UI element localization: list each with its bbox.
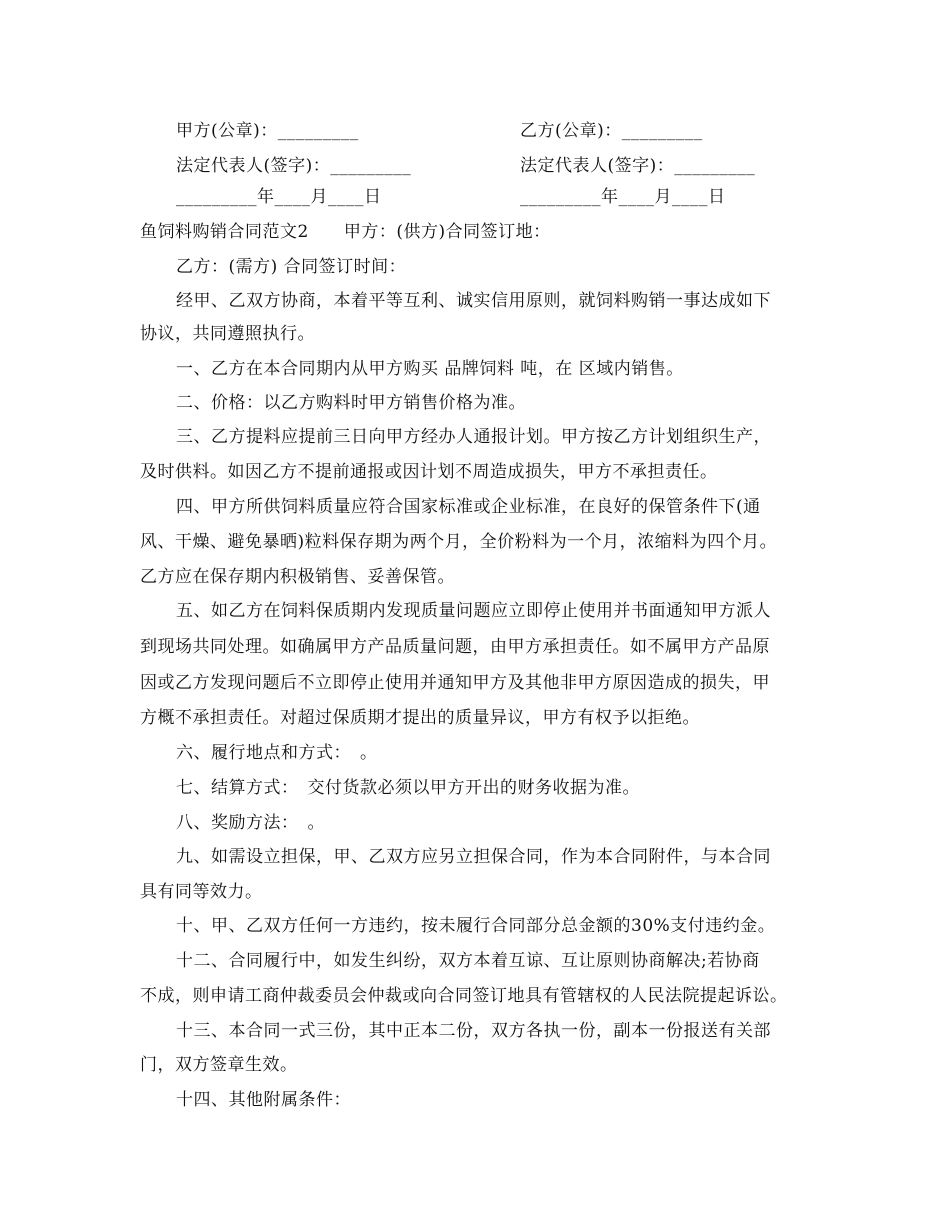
party-a-date: _________年____月____日 bbox=[176, 187, 382, 207]
clause-7: 七、结算方式： 交付货款必须以甲方开出的财务收据为准。 bbox=[176, 778, 640, 798]
contract-title-line: 鱼饲料购销合同范文2 甲方：(供方)合同签订地： bbox=[140, 222, 551, 242]
clause-5-line-2: 到现场共同处理。如确属甲方产品质量问题，由甲方承担责任。如不属甲方产品原 bbox=[140, 637, 770, 657]
clause-2: 二、价格：以乙方购料时甲方销售价格为准。 bbox=[176, 393, 526, 413]
clause-5-line-1: 五、如乙方在饲料保质期内发现质量问题应立即停止使用并书面通知甲方派人 bbox=[176, 601, 771, 621]
clause-4-line-1: 四、甲方所供饲料质量应符合国家标准或企业标准，在良好的保管条件下(通 bbox=[176, 497, 761, 517]
party-b-representative: 法定代表人(签字)：_________ bbox=[520, 156, 756, 176]
intro-paragraph-line-1: 经甲、乙双方协商，本着平等互利、诚实信用原则，就饲料购销一事达成如下 bbox=[176, 291, 771, 311]
clause-8: 八、奖励方法： 。 bbox=[176, 813, 325, 833]
clause-1: 一、乙方在本合同期内从甲方购买 品牌饲料 吨，在 区域内销售。 bbox=[176, 359, 684, 379]
clause-4-line-2: 风、干燥、避免暴晒)粒料保存期为两个月，全价粉料为一个月，浓缩料为四个月。 bbox=[140, 532, 778, 552]
clause-10: 十、甲、乙双方任何一方违约，按未履行合同部分总金额的30%支付违约金。 bbox=[176, 916, 776, 936]
clause-3-line-1: 三、乙方提料应提前三日向甲方经办人通报计划。甲方按乙方计划组织生产， bbox=[176, 427, 771, 447]
clause-3-line-2: 及时供料。如因乙方不提前通报或因计划不周造成损失，甲方不承担责任。 bbox=[140, 462, 718, 482]
clause-14: 十四、其他附属条件： bbox=[176, 1090, 351, 1110]
clause-4-line-3: 乙方应在保存期内积极销售、妥善保管。 bbox=[140, 567, 455, 587]
party-b-seal: 乙方(公章)：_________ bbox=[520, 121, 703, 141]
clause-9-line-1: 九、如需设立担保，甲、乙双方应另立担保合同，作为本合同附件，与本合同 bbox=[176, 847, 771, 867]
party-b-line: 乙方：(需方) 合同签订时间： bbox=[176, 257, 407, 277]
party-b-date: _________年____月____日 bbox=[520, 187, 726, 207]
clause-9-line-2: 具有同等效力。 bbox=[140, 882, 263, 902]
clause-13-line-1: 十三、本合同一式三份，其中正本二份，双方各执一份，副本一份报送有关部 bbox=[176, 1021, 771, 1041]
clause-6: 六、履行地点和方式： 。 bbox=[176, 743, 378, 763]
party-a-seal: 甲方(公章)：_________ bbox=[176, 121, 359, 141]
intro-paragraph-line-2: 协议，共同遵照执行。 bbox=[140, 324, 315, 344]
clause-12-line-1: 十二、合同履行中，如发生纠纷，双方本着互谅、互让原则协商解决;若协商 bbox=[176, 951, 760, 971]
clause-5-line-3: 因或乙方发现问题后不立即停止使用并通知甲方及其他非甲方原因造成的损失，甲 bbox=[140, 673, 770, 693]
clause-5-line-4: 方概不承担责任。对超过保质期才提出的质量异议，甲方有权予以拒绝。 bbox=[140, 708, 700, 728]
party-a-representative: 法定代表人(签字)：_________ bbox=[176, 156, 412, 176]
clause-12-line-2: 不成，则申请工商仲裁委员会仲裁或向合同签订地具有管辖权的人民法院提起诉讼。 bbox=[140, 986, 788, 1006]
clause-13-line-2: 门，双方签章生效。 bbox=[140, 1055, 298, 1075]
